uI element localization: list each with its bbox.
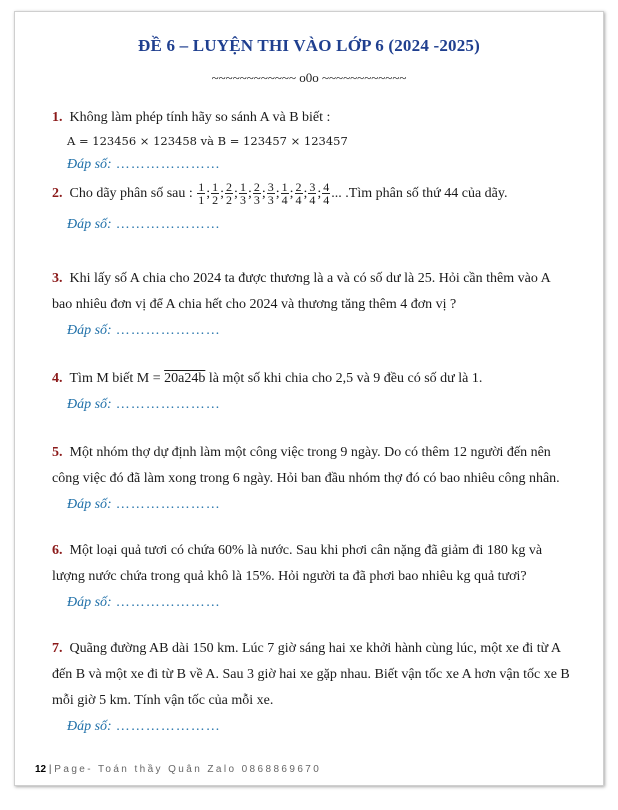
- fraction-denominator: 4: [323, 193, 330, 208]
- fraction-denominator: 1: [198, 193, 205, 208]
- formula: A = 123456 × 123458 và B = 123457 × 123457: [67, 134, 348, 148]
- answer-dots: …………………: [115, 719, 221, 734]
- fraction-separator: ;: [303, 186, 308, 201]
- question-1-line: [52, 105, 572, 131]
- fraction-separator: ;: [289, 186, 294, 201]
- fraction-numerator: 3: [309, 180, 316, 195]
- question-number: 6.: [52, 543, 63, 558]
- fraction: [308, 181, 316, 206]
- fraction: [267, 181, 275, 206]
- answer-dots: …………………: [115, 595, 221, 610]
- fraction: [211, 181, 219, 206]
- footer-separator: |: [48, 764, 52, 775]
- question-4-line: [52, 366, 572, 392]
- page-title: ĐỀ 6 – LUYỆN THI VÀO LỚP 6 (2024 -2025): [137, 36, 480, 55]
- fraction: [295, 181, 303, 206]
- fraction-numerator: 1: [198, 180, 205, 195]
- question-text: Quãng đường AB dài 150 km. Lúc 7 giờ sáng hai xe khởi hành cùng lúc, một xe đi từ A đến B và một xe đi từ B về A. Sau 3 giờ hai xe gặp nhau. Biết vận tốc xe A hơn vận tốc xe B mỗi giờ 5 km. Tính vận tốc của mỗi xe.: [52, 641, 570, 708]
- answer-dots: …………………: [115, 397, 221, 412]
- question-number: 5.: [52, 445, 63, 460]
- question-3-text-block: [52, 266, 572, 318]
- fraction-numerator: 4: [323, 180, 330, 195]
- fraction-numerator: 1: [239, 180, 246, 195]
- page-footer: [35, 764, 321, 775]
- answer-label: Đáp số:: [67, 397, 112, 412]
- fraction-denominator: 2: [212, 193, 219, 208]
- fraction-numerator: 1: [281, 180, 288, 195]
- question-4: [52, 366, 572, 418]
- fraction: [225, 181, 233, 206]
- answer-label: Đáp số:: [67, 323, 112, 338]
- fraction-numerator: 1: [212, 180, 219, 195]
- answer-dots: …………………: [115, 497, 221, 512]
- fraction-separator: ;: [317, 186, 322, 201]
- fraction-numerator: 2: [295, 180, 302, 195]
- question-5: [52, 440, 572, 518]
- answer-dots: …………………: [115, 217, 221, 232]
- answer-line: [67, 392, 572, 418]
- fraction-separator: ;: [261, 186, 266, 201]
- overline-number: 20a24b: [164, 371, 206, 386]
- question-text: ... .Tìm phân số thứ 44 của dãy.: [331, 186, 508, 201]
- answer-label: Đáp số:: [67, 719, 112, 734]
- question-number: 7.: [52, 641, 63, 656]
- question-6: [52, 538, 572, 616]
- fraction-sequence: [196, 180, 331, 208]
- fraction-numerator: 3: [267, 180, 274, 195]
- question-5-text-block: [52, 440, 572, 492]
- answer-dots: …………………: [115, 323, 221, 338]
- question-text: Không làm phép tính hãy so sánh A và B biết :: [69, 110, 331, 125]
- fraction-denominator: 3: [239, 193, 246, 208]
- answer-line: [67, 492, 572, 518]
- answer-label: Đáp số:: [67, 497, 112, 512]
- answer-label: Đáp số:: [67, 217, 112, 232]
- fraction: [197, 181, 205, 206]
- fraction-denominator: 3: [267, 193, 274, 208]
- answer-line: [67, 318, 572, 344]
- fraction-separator: ;: [220, 186, 225, 201]
- answer-line: [67, 212, 572, 238]
- question-2-line: [52, 176, 572, 212]
- question-6-text-block: [52, 538, 572, 590]
- answer-line: [67, 152, 572, 178]
- footer-text: Page- Toán thầy Quân Zalo 0868869670: [54, 764, 322, 775]
- document-page: [14, 11, 604, 786]
- fraction: [322, 181, 330, 206]
- fraction-denominator: 2: [226, 193, 233, 208]
- fraction-denominator: 4: [309, 193, 316, 208]
- fraction-numerator: 2: [253, 180, 260, 195]
- question-1: [52, 105, 572, 178]
- fraction: [281, 181, 289, 206]
- fraction-separator: ;: [206, 186, 211, 201]
- page-number: 12: [35, 764, 47, 775]
- question-7: [52, 636, 572, 740]
- fraction-separator: ;: [247, 186, 252, 201]
- question-number: 1.: [52, 110, 63, 125]
- question-number: 2.: [52, 186, 63, 201]
- fraction: [253, 181, 261, 206]
- question-text: Một nhóm thợ dự định làm một công việc trong 9 ngày. Do có thêm 12 người đến nên công việc đó đã làm xong trong 6 ngày. Hỏi ban đầu nhóm thợ đó có bao nhiêu công nhân.: [52, 445, 560, 486]
- fraction-separator: ;: [275, 186, 280, 201]
- answer-dots: …………………: [115, 157, 221, 172]
- fraction-denominator: 4: [281, 193, 288, 208]
- answer-label: Đáp số:: [67, 595, 112, 610]
- question-1-formula-line: [52, 131, 572, 152]
- question-2: [52, 176, 572, 238]
- fraction: [239, 181, 247, 206]
- fraction-separator: ;: [234, 186, 238, 201]
- question-7-text-block: [52, 636, 572, 714]
- answer-line: [67, 714, 572, 740]
- question-text: Cho dãy phân số sau :: [69, 186, 193, 201]
- fraction-denominator: 4: [295, 193, 302, 208]
- question-3: [52, 266, 572, 344]
- question-number: 3.: [52, 271, 63, 286]
- question-text: Khi lấy số A chia cho 2024 ta được thương là a và có số dư là 25. Hỏi cần thêm vào A bao nhiêu đơn vị để A chia hết cho 2024 và thương tăng thêm 4 đơn vị ?: [52, 271, 550, 312]
- fraction-numerator: 2: [226, 180, 233, 195]
- answer-line: [67, 590, 572, 616]
- answer-label: Đáp số:: [67, 157, 112, 172]
- fraction-denominator: 3: [253, 193, 260, 208]
- question-number: 4.: [52, 371, 63, 386]
- question-text: là một số khi chia cho 2,5 và 9 đều có số dư là 1.: [208, 371, 483, 386]
- title-divider: ~~~~~~~~~~~~ o0o ~~~~~~~~~~~~: [211, 70, 407, 85]
- question-text: Tìm M biết M =: [69, 371, 161, 386]
- question-text: Một loại quả tươi có chứa 60% là nước. Sau khi phơi cân nặng đã giảm đi 180 kg và lượng nước chứa trong quả khô là 15%. Hỏi người ta đã phơi bao nhiêu kg quả tươi?: [52, 543, 543, 584]
